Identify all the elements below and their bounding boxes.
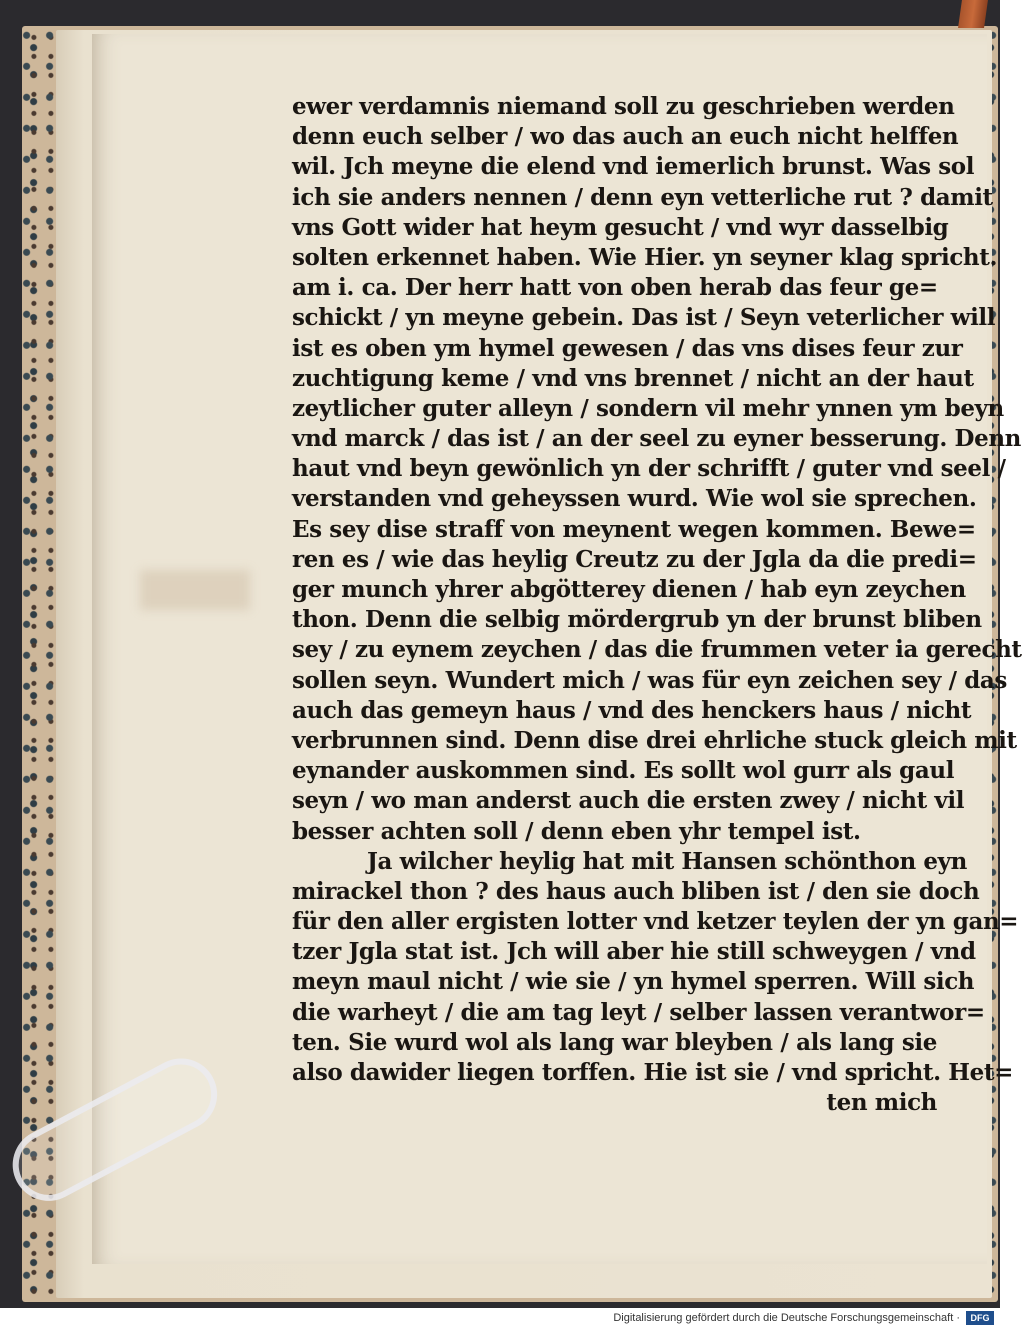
ribbon-bookmark bbox=[958, 0, 988, 28]
text-line: vnd marck / das ist / an der seel zu eyner besserung. Denn bbox=[292, 425, 1021, 453]
text-line: solten erkennet haben. Wie Hier. yn seyner klag spricht. bbox=[292, 243, 998, 271]
page-text bbox=[292, 92, 1022, 1118]
text-line: ich sie anders nennen / denn eyn vetterliche rut ? damit bbox=[292, 183, 993, 211]
text-line: ewer verdamnis niemand soll zu geschrieben werden bbox=[292, 93, 955, 120]
text-line: Es sey dise straff von meynent wegen kommen. Bewe= bbox=[292, 515, 976, 543]
text-line: am i. ca. Der herr hatt von oben herab das feur ge= bbox=[292, 274, 938, 302]
text-line: zuchtigung keme / vnd vns brennet / nicht an der haut bbox=[292, 364, 974, 392]
dfg-logo: DFG bbox=[966, 1311, 994, 1325]
text-line: also dawider liegen torffen. Hie ist sie / vnd spricht. Het= bbox=[292, 1059, 1013, 1086]
text-line: denn euch selber / wo das auch an euch nicht helffen bbox=[292, 123, 959, 151]
text-line: seyn / wo man anderst auch die ersten zwey / nicht vil bbox=[292, 787, 965, 815]
text-line: sollen seyn. Wundert mich / was für eyn zeichen sey / das bbox=[292, 666, 1007, 694]
text-line: ist es oben ym hymel gewesen / das vns dises feur zur bbox=[292, 334, 963, 362]
text-line: besser achten soll / denn eben yhr tempel ist. bbox=[292, 817, 861, 845]
text-line: wil. Jch meyne die elend vnd iemerlich brunst. Was sol bbox=[292, 153, 975, 181]
text-line: mirackel thon ? des haus auch bliben ist / den sie doch bbox=[292, 877, 980, 905]
text-line: auch das gemeyn haus / vnd des henckers haus / nicht bbox=[292, 696, 972, 724]
text-line: meyn maul nicht / wie sie / yn hymel sperren. Will sich bbox=[292, 968, 975, 996]
text-line: sey / zu eynem zeychen / das die frummen veter ia gerecht bbox=[292, 636, 1022, 664]
text-line: ger munch yhrer abgötterey dienen / hab eyn zeychen bbox=[292, 576, 966, 603]
text-line: die warheyt / die am tag leyt / selber lassen verantwor= bbox=[292, 998, 985, 1026]
text-line: ren es / wie das heylig Creutz zu der Jgla da die predi= bbox=[292, 545, 977, 573]
funding-notice: Digitalisierung gefördert durch die Deutsche Forschungsgemeinschaft · bbox=[613, 1312, 960, 1324]
text-line: verbrunnen sind. Denn dise drei ehrliche stuck gleich mit bbox=[292, 726, 1017, 754]
text-line: für den aller ergisten lotter vnd ketzer teylen der yn gan= bbox=[292, 908, 1019, 936]
text-line: schickt / yn meyne gebein. Das ist / Seyn veterlicher will bbox=[292, 304, 996, 332]
bleed-through-mark bbox=[140, 570, 250, 610]
text-line: Ja wilcher heylig hat mit Hansen schönthon eyn bbox=[367, 847, 967, 875]
attribution-footer bbox=[0, 1308, 1000, 1329]
catchword: ten mich bbox=[826, 1089, 937, 1117]
text-line: zeytlicher guter alleyn / sondern vil mehr ynnen ym beyn bbox=[292, 394, 1004, 422]
text-line: vns Gott wider hat heym gesucht / vnd wyr dasselbig bbox=[292, 213, 949, 241]
text-line: eynander auskommen sind. Es sollt wol gurr als gaul bbox=[292, 757, 955, 785]
text-line: ten. Sie wurd wol als lang war bleyben / als lang sie bbox=[292, 1028, 937, 1056]
text-line: thon. Denn die selbig mördergrub yn der brunst bliben bbox=[292, 606, 982, 634]
text-line: verstanden vnd geheyssen wurd. Wie wol sie sprechen. bbox=[292, 485, 977, 513]
text-line: tzer Jgla stat ist. Jch will aber hie still schweygen / vnd bbox=[292, 938, 976, 966]
text-line: haut vnd beyn gewönlich yn der schrifft / guter vnd seel / bbox=[292, 455, 1006, 483]
